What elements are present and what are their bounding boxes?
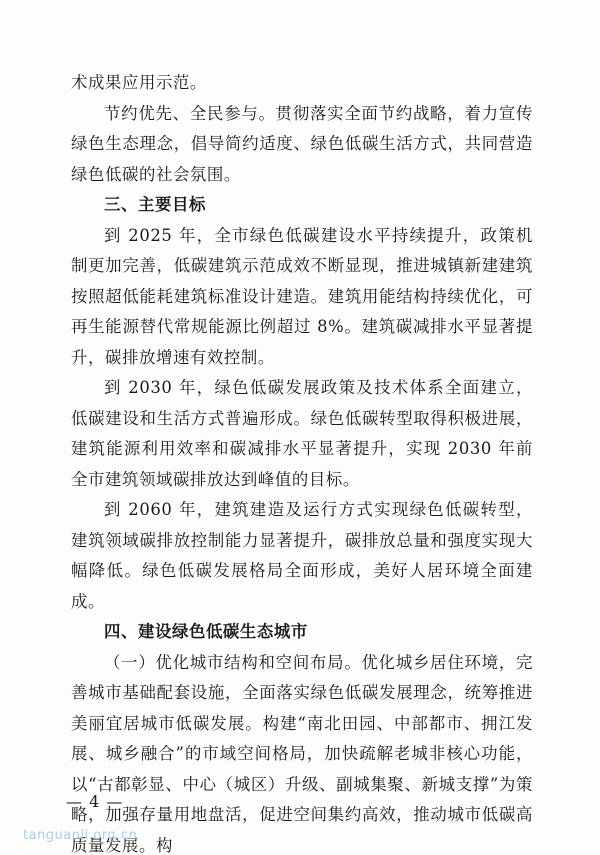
watermark-text: tanguanli.org.cn — [23, 828, 138, 843]
section-heading: 三、主要目标 — [104, 195, 206, 214]
body-paragraph: 到 2030 年，绿色低碳发展政策及技术体系全面建立，低碳建设和生活方式普遍形成。绿色低碳转型取得积极进展，建筑能源利用效率和碳减排水平显著提升，实现 2030 年前全市建筑领域碳排放达到峰值的目标。 — [71, 378, 533, 489]
body-paragraph: 到 2025 年，全市绿色低碳建设水平持续提升，政策机制更加完善，低碳建筑示范成效不断显现，推进城镇新建建筑按照超低能耗建筑标准设计建造。建筑用能结构持续优化，可再生能源替代常规能源比例超过 8%。建筑碳减排水平显著提升，碳排放增速有效控制。 — [71, 225, 533, 367]
body-paragraph: 到 2060 年，建筑建造及运行方式实现绿色低碳转型，建筑领域碳排放控制能力显著提升，碳排放总量和强度实现大幅降低。绿色低碳发展格局全面形成，美好人居环境全面建成。 — [71, 500, 533, 611]
body-paragraph: 术成果应用示范。 — [71, 73, 207, 92]
body-paragraph: （一）优化城市结构和空间布局。优化城乡居住环境，完善城市基础配套设施，全面落实绿色低碳发展理念，统筹推进美丽宜居城市低碳发展。构建“南北田园、中部都市、拥江发展、城乡融合”的市域空间格局，加快疏解老城非核心功能，以“古都彰显、中心（城区）升级、副城集聚、新城支撑”为策略，加强存量用地盘活，促进空间集约高效，推动城市低碳高质量发展。构 — [71, 652, 533, 855]
section-heading: 四、建设绿色低碳生态城市 — [104, 622, 308, 641]
body-paragraph: 节约优先、全民参与。贯彻落实全面节约战略，着力宣传绿色生态理念，倡导简约适度、绿色低碳生活方式，共同营造绿色低碳的社会氛围。 — [71, 103, 533, 184]
document-body — [71, 68, 533, 855]
page-number: — 4 — — [66, 792, 124, 811]
